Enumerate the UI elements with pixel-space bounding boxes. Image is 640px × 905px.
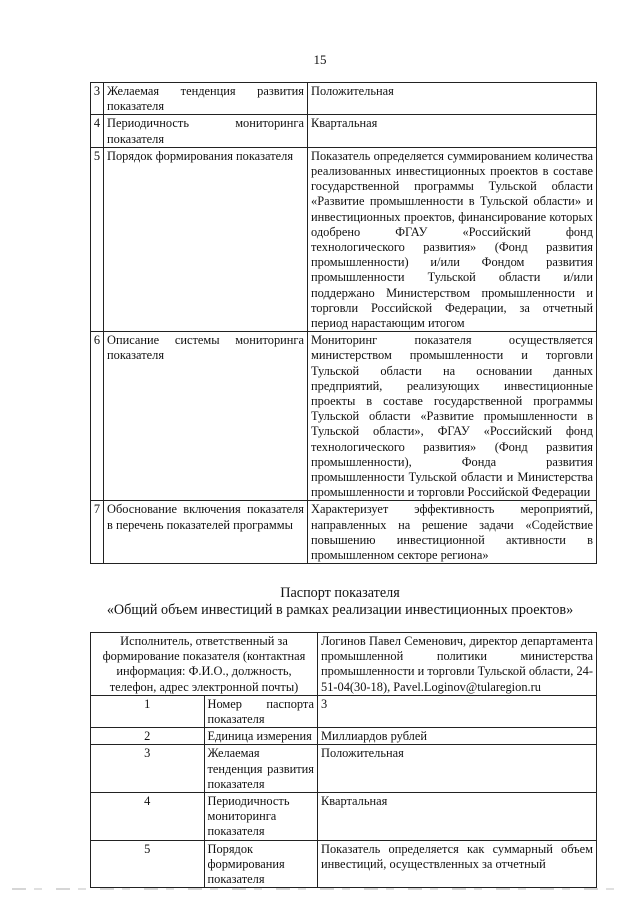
row-label: Номер паспорта показателя bbox=[204, 695, 318, 727]
row-value: Мониторинг показателя осуществляется министерством промышленности и торговли Тульской области на основании данных предприятий, реализующих инвестиционные проекты в составе государственной программы Тульской области «Развитие промышленности в Тульской области», ФГАУ «Российский фонд технологического развития» (Фонд развития промышленности), Фонда развития промышленности Тульской области и Министерства промышленности и торговли Российской Федерации bbox=[308, 332, 597, 501]
row-label: Порядок формирования показателя bbox=[204, 840, 318, 888]
row-number: 5 bbox=[91, 840, 205, 888]
row-number: 1 bbox=[91, 695, 205, 727]
table-row bbox=[91, 501, 597, 564]
table-row bbox=[91, 840, 597, 888]
row-number: 5 bbox=[91, 147, 104, 331]
row-value: Показатель определяется как суммарный объем инвестиций, осуществленных за отчетный bbox=[318, 840, 597, 888]
row-label: Обоснование включения показателя в перечень показателей программы bbox=[104, 501, 308, 564]
row-label: Единица измерения bbox=[204, 728, 318, 745]
passport-title-line2: «Общий объем инвестиций в рамках реализации инвестиционных проектов» bbox=[106, 602, 574, 618]
table-row bbox=[91, 115, 597, 147]
responsible-value: Логинов Павел Семенович, директор департамента промышленной политики министерства промышленности и торговли Тульской области, 24-51-04(30-18), Pavel.Loginov@tularegion.ru bbox=[318, 633, 597, 696]
row-value: Квартальная bbox=[308, 115, 597, 147]
row-number: 6 bbox=[91, 332, 104, 501]
scan-artifact bbox=[12, 888, 628, 890]
row-value: Миллиардов рублей bbox=[318, 728, 597, 745]
row-value: Положительная bbox=[318, 745, 597, 793]
row-number: 4 bbox=[91, 793, 205, 841]
passport-title bbox=[0, 585, 640, 619]
table-row bbox=[91, 793, 597, 841]
row-number: 3 bbox=[91, 83, 104, 115]
table-row bbox=[91, 332, 597, 501]
row-number: 3 bbox=[91, 745, 205, 793]
row-number: 7 bbox=[91, 501, 104, 564]
indicator-passport-table bbox=[90, 632, 597, 888]
row-label: Желаемая тенденция развития показателя bbox=[204, 745, 318, 793]
row-number: 4 bbox=[91, 115, 104, 147]
row-label: Описание системы мониторинга показателя bbox=[104, 332, 308, 501]
table-header-row bbox=[91, 633, 597, 696]
table-row bbox=[91, 695, 597, 727]
table-row bbox=[91, 745, 597, 793]
row-value: Показатель определяется суммированием количества реализованных инвестиционных проектов в составе государственной программы Тульской области «Развитие промышленности в Тульской области» и инвестиционных проектов, финансирование которых одобрено ФГАУ «Российский фонд технологического развития» (Фонд развития промышленности) и/или Фондом развития промышленности Тульской области и/или поддержано Министерством промышленности и торговли Российской Федерации, за отчетный период нарастающим итогом bbox=[308, 147, 597, 331]
table-row bbox=[91, 728, 597, 745]
row-label: Периодичность мониторинга показателя bbox=[104, 115, 308, 147]
row-number: 2 bbox=[91, 728, 205, 745]
table-row bbox=[91, 83, 597, 115]
table-row bbox=[91, 147, 597, 331]
row-value: Положительная bbox=[308, 83, 597, 115]
row-value: Квартальная bbox=[318, 793, 597, 841]
row-label: Желаемая тенденция развития показателя bbox=[104, 83, 308, 115]
row-label: Периодичность мониторинга показателя bbox=[204, 793, 318, 841]
page-number: 15 bbox=[313, 52, 327, 67]
row-value: Характеризует эффективность мероприятий, направленных на решение задачи «Содействие повышению инвестиционной активности в промышленном секторе региона» bbox=[308, 501, 597, 564]
row-value: 3 bbox=[318, 695, 597, 727]
responsible-label: Исполнитель, ответственный за формирование показателя (контактная информация: Ф.И.О., должность, телефон, адрес электронной почты) bbox=[91, 633, 318, 696]
passport-title-line1: Паспорт показателя bbox=[280, 585, 400, 601]
indicator-table-continued bbox=[90, 82, 597, 564]
row-label: Порядок формирования показателя bbox=[104, 147, 308, 331]
